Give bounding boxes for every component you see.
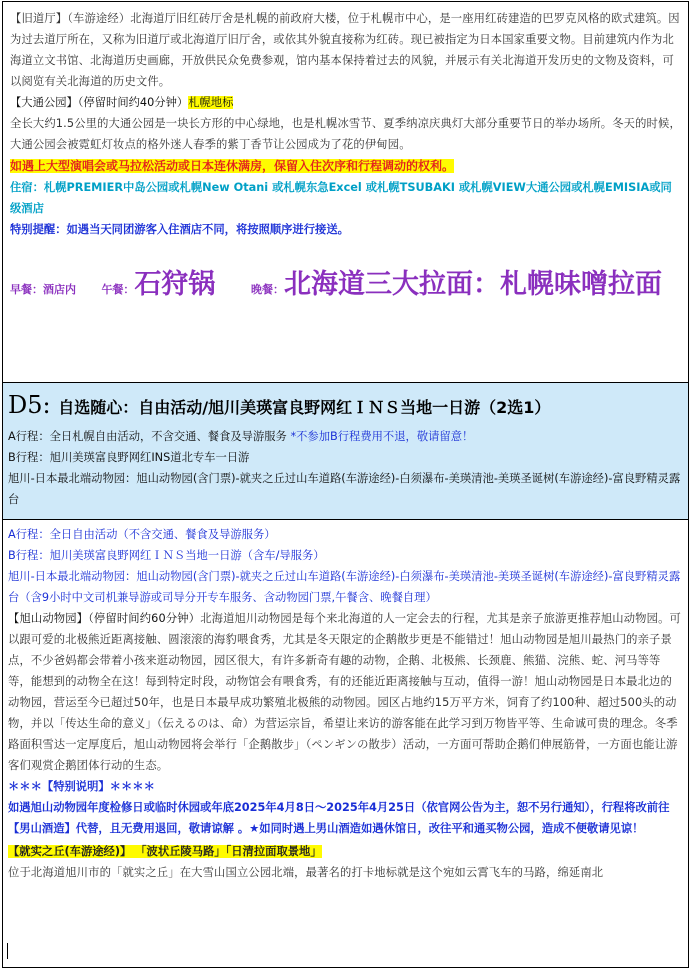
- landmark-tag: 札幌地标: [188, 96, 234, 109]
- detail-option-b: B行程：旭川美瑛富良野网红ＩＮＳ当地一日游（含车/导服务）: [8, 549, 325, 562]
- day5-detail-section: [3, 520, 688, 883]
- zoo-heading: 【旭山动物园】（停留时间约60分钟）: [8, 612, 201, 625]
- day5-title: [8, 387, 682, 426]
- breakfast-value: 酒店内: [43, 283, 76, 296]
- lunch-value: 石狩锅: [134, 269, 216, 300]
- detail-option-a: A行程：全日自由活动（不含交通、餐食及导游服务）: [8, 528, 276, 541]
- odori-park-heading: [10, 92, 682, 113]
- hill-heading-line: [8, 841, 682, 862]
- option-a-line: [8, 426, 682, 447]
- option-b-line: B行程：旭川美瑛富良野网红INS道北专车一日游: [8, 451, 250, 464]
- odori-park-paragraph: 全长大约1.5公里的大通公园是一块长方形的中心绿地，也是札幌冰雪节、夏季纳凉庆典灯大部分重要节日的举办场所。冬天的时候，大通公园会被霓虹灯妆点的格外迷人春季的紫丁香节让公园成为了花的伊甸园。: [10, 117, 681, 151]
- dinner-label: 晚餐：: [251, 283, 285, 296]
- document-page: [2, 1, 689, 968]
- special-notice: 特别提醒：如遇当天同团游客入住酒店不同，将按照顺序进行接送。: [10, 223, 349, 236]
- hill-paragraph: 位于北海道旭川市的「就实之丘」在大雪山国立公园北端，最著名的打卡地标就是这个宛如云霄飞车的马路，绵延南北: [8, 866, 604, 879]
- rights-warning: 如遇上大型演唱会或马拉松活动或日本连休满房，保留入住次序和行程调动的权利。: [10, 159, 455, 173]
- itinerary-section-day4: [3, 2, 688, 383]
- zoo-description: 北海道旭川动物园是每个来北海道的人一定会去的行程，尤其是亲子旅游更推荐旭山动物园。可以跟可爱的北极熊近距离接触、圆滚滚的海豹喂食秀，尤其是冬天限定的企鹅散步更是不能错过！旭山动物园是旭川最热门的亲子景点，不少爸妈都会带着小孩来逛动物园，园区很大，有许多新奇有趣的动物，企鹅、北极熊、长颈鹿、熊猫、浣熊、蛇、河马等等等，能想到的动物全在这！每到特定时段，动物馆会有喂食秀，有的还能近距离接触与互动，值得一游！旭山动物园是日本最北边的动物园，营运至今已超过50年，也是日本最早成功繁殖北极熊的动物园。园区占地约15万平方米，饲育了约100种、超过500头的动物，并以「传达生命的意义」（伝えるのは、命）为营运宗旨，希望让来访的游客能在此学习到万物皆平等、生命诚可贵的理念。冬季路面积雪达一定厚度后，旭山动物园将会举行「企鹅散步」（ペンギンの散步）活动，一方面可帮助企鹅们伸展筋骨，一方面也能让游客们观赏企鹅团体行动的生态。: [8, 612, 681, 772]
- odori-park-title: 【大通公园】（停留时间约40分钟）: [10, 96, 189, 109]
- hill-heading: 【就实之丘(车游途经)】 「波状丘陵马路」「日清拉面取景地」: [8, 845, 322, 858]
- detail-route: 旭川-日本最北端动物园：旭山动物园(含门票)-就夹之丘过山车道路(车游途经)-白须瀑布-美瑛清池-美瑛圣诞树(车游途经)-富良野精灵露台（含9小时中文司机兼导游或司导分开专车服务、含动物园门票,午餐含、晚餐自理）: [8, 570, 681, 604]
- zoo-paragraph: [8, 608, 682, 776]
- lunch-label: 午餐：: [101, 283, 135, 296]
- route-line: 旭川-日本最北端动物园：旭山动物园(含门票)-就夹之丘过山车道路(车游途经)-白须瀑布-美瑛清池-美瑛圣诞树(车游途经)-富良野精灵露台: [8, 472, 681, 506]
- day5-header-section: [3, 383, 688, 520]
- special-heading: ＊＊＊【特别说明】＊＊＊＊: [8, 780, 155, 793]
- hotel-info: 住宿：札幌PREMIER中岛公园或札幌New Otani 或札幌东急Excel 或札幌TSUBAKI 或札幌VIEW大通公园或札幌EMISIA或同级酒店: [10, 181, 672, 215]
- breakfast-label: 早餐：: [10, 283, 43, 296]
- special-star-note: ★如同时遇上男山酒造如遇休馆日，改往平和通买物公园，造成不便敬请见谅！: [249, 822, 644, 835]
- text-cursor: [7, 943, 8, 959]
- old-hall-paragraph: 【旧道厅】（车游途经）北海道厅旧红砖厅舍是札幌的前政府大楼，位于札幌市中心，是一座用红砖建造的巴罗克风格的欧式建筑。因为过去道厅所在，又称为旧道厅或北海道厅旧厅舍，或依其外貌直接称为红砖。现已被指定为日本国家重要文物。目前建筑内作为北海道立文书馆、北海道历史画廊，开放供民众免费参观，馆内基本保持着过去的风貌，并展示有关北海道开发历史的文物及资料，可以阅览有关北海道的历史文件。: [10, 12, 680, 88]
- option-a-text: A行程：全日札幌自由活动，不含交通、餐食及导游服务: [8, 430, 287, 443]
- day5-title-text: 自选随心：自由活动/旭川美瑛富良野网红ＩＮＳ当地一日游（2选1）: [58, 398, 551, 417]
- dinner-value: 北海道三大拉面：札幌味噌拉面: [284, 269, 663, 300]
- option-a-note: *不参加B行程费用不退，敬请留意！: [290, 430, 474, 443]
- special-description: [8, 797, 682, 839]
- day-number: D5:: [8, 391, 51, 419]
- special-body: 如遇旭山动物园年度检修日或临时休园或年底2025年4月8日～2025年4月25日（依官网公告为主，恕不另行通知），行程将改前往【男山酒造】代替，且无费用退回，敬请谅解 。: [8, 801, 670, 835]
- meals-row: [10, 266, 682, 304]
